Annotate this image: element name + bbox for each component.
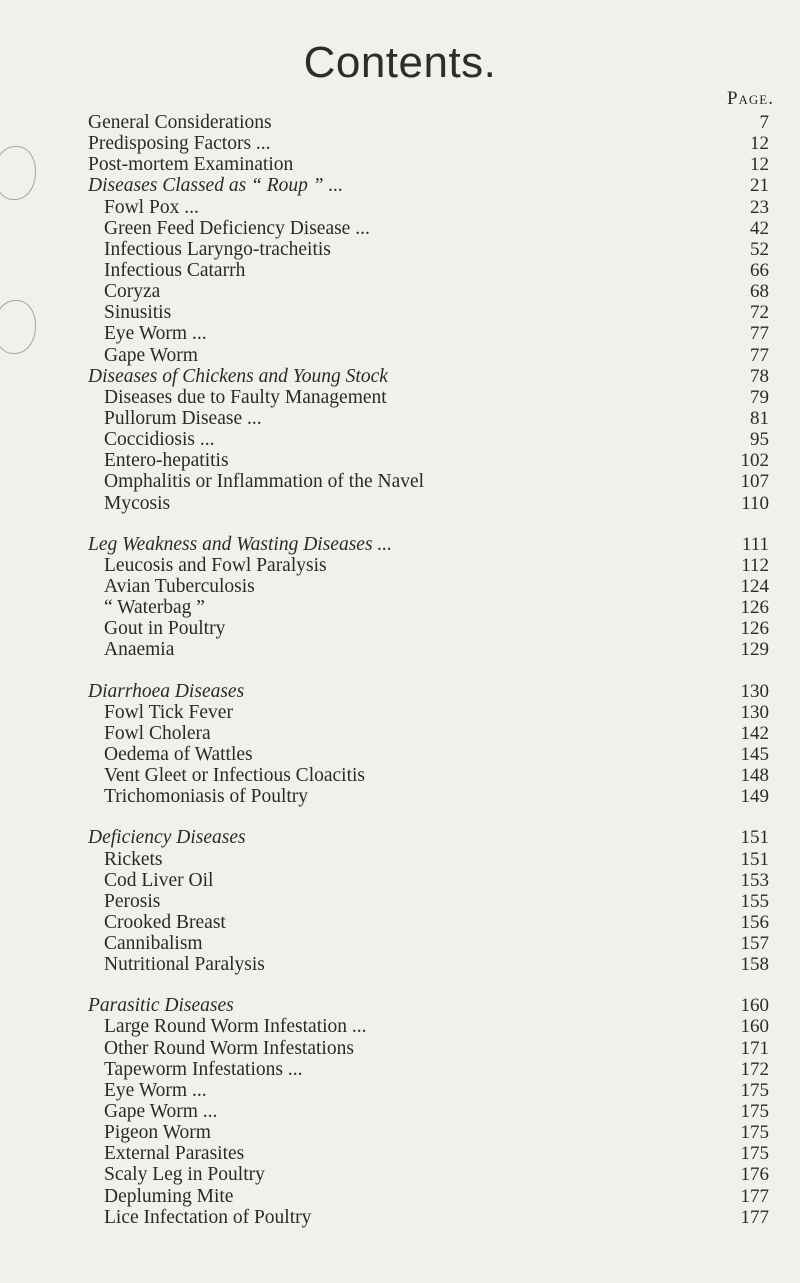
toc-heading[interactable] [0, 366, 800, 387]
toc-page-number: 77 [750, 344, 769, 366]
toc-subentry[interactable] [0, 849, 800, 870]
toc-page-number: 177 [740, 1185, 769, 1207]
toc-label: Diseases of Chickens and Young Stock [88, 365, 388, 387]
toc-page-number: 142 [740, 722, 769, 744]
toc-subentry[interactable] [0, 1038, 800, 1059]
toc-label: Deficiency Diseases [88, 827, 246, 849]
toc-page-number: 110 [741, 492, 769, 514]
toc-heading[interactable] [0, 827, 800, 848]
toc-label: Cannibalism [104, 933, 203, 955]
toc-label: Fowl Cholera [104, 722, 211, 744]
toc-subentry[interactable] [0, 870, 800, 891]
toc-subentry[interactable] [0, 555, 800, 576]
toc-subentry[interactable] [0, 891, 800, 912]
toc-page-number: 111 [741, 533, 769, 555]
toc-subentry[interactable] [0, 1143, 800, 1164]
toc-label: Pigeon Worm [104, 1122, 211, 1144]
toc-label: Leucosis and Fowl Paralysis [104, 554, 327, 576]
toc-page-number: 157 [740, 933, 769, 955]
toc-subentry[interactable] [0, 1016, 800, 1037]
toc-label: Infectious Catarrh [104, 259, 246, 281]
toc-subentry[interactable] [0, 387, 800, 408]
toc-subentry[interactable] [0, 1059, 800, 1080]
toc-label: Lice Infectation of Poultry [104, 1206, 312, 1228]
toc-page-number: 112 [741, 554, 769, 576]
toc-label: Green Feed Deficiency Disease ... [104, 217, 370, 239]
toc-page-number: 126 [740, 618, 769, 640]
toc-label: Other Round Worm Infestations [104, 1037, 354, 1059]
toc-subentry[interactable] [0, 450, 800, 471]
toc-subentry[interactable] [0, 429, 800, 450]
toc-page-number: 175 [740, 1079, 769, 1101]
toc-heading[interactable] [0, 995, 800, 1016]
toc-page-number: 172 [740, 1058, 769, 1080]
toc-label: Fowl Tick Fever [104, 701, 233, 723]
toc-label: Vent Gleet or Infectious Cloacitis [104, 765, 366, 787]
toc-label: Parasitic Diseases [88, 995, 234, 1017]
toc-label: Leg Weakness and Wasting Diseases ... [88, 533, 393, 555]
toc-page-number: 171 [740, 1037, 769, 1059]
section-gap [0, 661, 800, 681]
toc-subentry[interactable] [0, 597, 800, 618]
toc-page-number: 21 [750, 175, 769, 197]
toc-label: Eye Worm ... [104, 323, 207, 345]
toc-subentry[interactable] [0, 493, 800, 514]
toc-subentry[interactable] [0, 302, 800, 323]
toc-label: Gape Worm [104, 344, 198, 366]
toc-subentry[interactable] [0, 345, 800, 366]
toc-subentry[interactable] [0, 639, 800, 660]
toc-subentry[interactable] [0, 1186, 800, 1207]
toc-page-number: 72 [750, 302, 769, 324]
toc-label: Rickets [104, 848, 163, 870]
toc-label: Perosis [104, 890, 161, 912]
toc-label: Coccidiosis ... [104, 429, 215, 451]
toc-label: Diseases Classed as “ Roup ” ... [88, 175, 344, 197]
toc-page-number: 156 [740, 911, 769, 933]
toc-page-number: 126 [740, 597, 769, 619]
toc-subentry[interactable] [0, 618, 800, 639]
toc-subentry[interactable] [0, 1080, 800, 1101]
section-gap [0, 975, 800, 995]
toc-page-number: 102 [740, 450, 769, 472]
toc-label: Pullorum Disease ... [104, 407, 262, 429]
toc-subentry[interactable] [0, 218, 800, 239]
toc-label: Omphalitis or Inflammation of the Navel [104, 471, 425, 493]
toc-label: Gout in Poultry [104, 618, 226, 640]
toc-label: Entero-hepatitis [104, 450, 229, 472]
toc-label: Oedema of Wattles [104, 743, 253, 765]
toc-subentry[interactable] [0, 933, 800, 954]
toc-page-number: 160 [740, 1016, 769, 1038]
toc-page-number: 148 [740, 765, 769, 787]
toc-heading[interactable] [0, 133, 800, 154]
toc-page-number: 160 [740, 995, 769, 1017]
toc-page-number: 7 [759, 112, 769, 133]
toc-label: Tapeworm Infestations ... [104, 1058, 303, 1080]
toc-label: Predisposing Factors ... [88, 133, 271, 155]
toc-label: Post-mortem Examination [88, 154, 294, 176]
section-gap [0, 514, 800, 534]
page-column-heading: Page. [726, 88, 774, 109]
toc-subentry[interactable] [0, 471, 800, 492]
toc-page-number: 151 [740, 848, 769, 870]
toc-subentry[interactable] [0, 723, 800, 744]
toc-label: Eye Worm ... [104, 1079, 207, 1101]
toc-page-number: 155 [740, 890, 769, 912]
toc-heading[interactable] [0, 154, 800, 175]
table-of-contents [0, 112, 800, 1228]
toc-page-number: 175 [740, 1122, 769, 1144]
toc-page-number: 153 [740, 869, 769, 891]
toc-page-number: 12 [750, 133, 769, 155]
toc-page-number: 176 [740, 1164, 769, 1186]
toc-page-number: 130 [740, 701, 769, 723]
toc-subentry[interactable] [0, 765, 800, 786]
page-title: Contents. [303, 38, 497, 87]
toc-label: Coryza [104, 281, 161, 303]
toc-heading[interactable] [0, 681, 800, 702]
toc-page-number: 95 [750, 429, 769, 451]
toc-page-number: 52 [750, 238, 769, 260]
toc-label: General Considerations [88, 112, 272, 133]
toc-subentry[interactable] [0, 197, 800, 218]
toc-label: Mycosis [104, 492, 171, 514]
toc-label: Infectious Laryngo-tracheitis [104, 238, 331, 260]
toc-subentry[interactable] [0, 702, 800, 723]
toc-label: Gape Worm ... [104, 1101, 218, 1123]
toc-heading[interactable] [0, 112, 800, 133]
toc-label: Scaly Leg in Poultry [104, 1164, 265, 1186]
toc-page-number: 12 [750, 154, 769, 176]
toc-subentry[interactable] [0, 576, 800, 597]
toc-page-number: 130 [740, 680, 769, 702]
toc-page-number: 78 [750, 365, 769, 387]
toc-label: “ Waterbag ” [104, 597, 205, 619]
toc-label: Cod Liver Oil [104, 869, 214, 891]
toc-page-number: 175 [740, 1143, 769, 1165]
section-gap [0, 807, 800, 827]
toc-subentry[interactable] [0, 260, 800, 281]
toc-subentry[interactable] [0, 1122, 800, 1143]
toc-page-number: 129 [740, 639, 769, 661]
toc-subentry[interactable] [0, 281, 800, 302]
toc-label: Diseases due to Faulty Management [104, 386, 387, 408]
toc-label: Sinusitis [104, 302, 172, 324]
toc-label: Large Round Worm Infestation ... [104, 1016, 367, 1038]
toc-subentry[interactable] [0, 1207, 800, 1228]
toc-subentry[interactable] [0, 408, 800, 429]
toc-page-number: 145 [740, 743, 769, 765]
toc-label: Anaemia [104, 639, 175, 661]
toc-heading[interactable] [0, 534, 800, 555]
toc-page-number: 175 [740, 1101, 769, 1123]
toc-label: Trichomoniasis of Poultry [104, 786, 309, 808]
toc-heading[interactable] [0, 175, 800, 196]
toc-subentry[interactable] [0, 744, 800, 765]
toc-label: Diarrhoea Diseases [88, 680, 245, 702]
toc-label: Fowl Pox ... [104, 196, 199, 218]
toc-label: Crooked Breast [104, 911, 226, 933]
toc-page-number: 124 [740, 575, 769, 597]
toc-label: External Parasites [104, 1143, 245, 1165]
toc-page-number: 158 [740, 954, 769, 976]
toc-page-number: 77 [750, 323, 769, 345]
toc-page-number: 42 [750, 217, 769, 239]
toc-subentry[interactable] [0, 786, 800, 807]
toc-page-number: 81 [750, 407, 769, 429]
toc-subentry[interactable] [0, 912, 800, 933]
toc-subentry[interactable] [0, 239, 800, 260]
toc-label: Depluming Mite [104, 1185, 234, 1207]
toc-subentry[interactable] [0, 1101, 800, 1122]
toc-page-number: 107 [740, 471, 769, 493]
toc-page-number: 66 [750, 259, 769, 281]
toc-page-number: 177 [740, 1206, 769, 1228]
toc-subentry[interactable] [0, 1164, 800, 1185]
toc-page-number: 68 [750, 281, 769, 303]
toc-label: Nutritional Paralysis [104, 954, 265, 976]
toc-page-number: 23 [750, 196, 769, 218]
toc-page-number: 149 [740, 786, 769, 808]
toc-subentry[interactable] [0, 323, 800, 344]
toc-page-number: 151 [740, 827, 769, 849]
toc-label: Avian Tuberculosis [104, 575, 255, 597]
toc-page-number: 79 [750, 386, 769, 408]
toc-subentry[interactable] [0, 954, 800, 975]
